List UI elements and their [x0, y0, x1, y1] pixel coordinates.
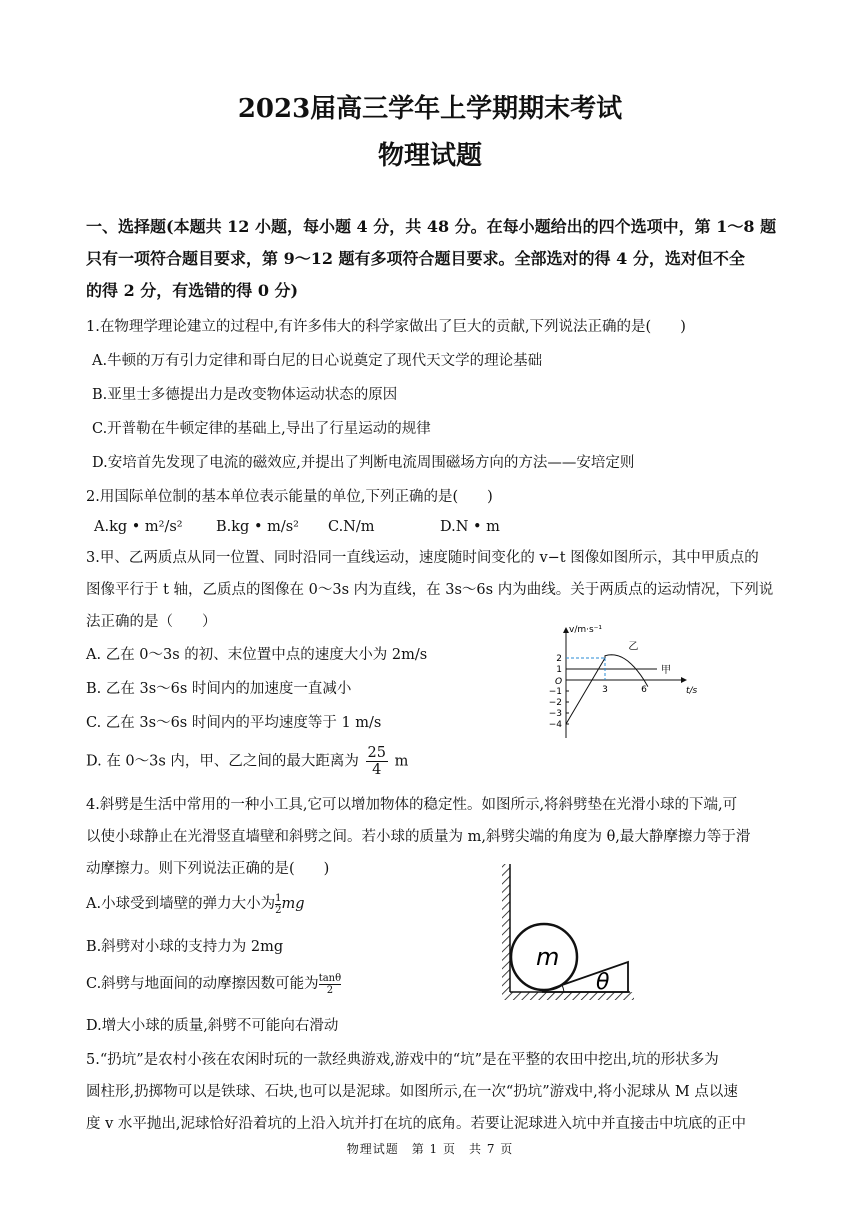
q5-line-1: 5.“扔坑”是农村小孩在农闲时玩的一款经典游戏,游戏中的“坑”是在平整的农田中挖出,坑的形状多为 — [86, 1052, 719, 1068]
origin-label: O — [555, 677, 563, 687]
q5-line-3: 度 v 水平抛出,泥球恰好沿着坑的上沿入坑并打在坑的底角。若要让泥球进入坑中并直接击中坑底的正中 — [86, 1116, 747, 1132]
q4-stem-2: 以使小球静止在光滑竖直墙壁和斜劈之间。若小球的质量为 m,斜劈尖端的角度为 θ,最大静摩擦力等于滑 — [86, 829, 751, 845]
wedge-angle-label: θ — [596, 970, 610, 995]
q4-stem-1: 4.斜劈是生活中常用的一种小工具,它可以增加物体的稳定性。如图所示,将斜劈垫在光滑小球的下端,可 — [86, 797, 738, 813]
q1-option-c: C.开普勒在牛顿定律的基础上,导出了行星运动的规律 — [92, 421, 431, 437]
ball-mass-label: m — [536, 943, 560, 971]
q2-option-c: C.N/m — [328, 519, 375, 535]
q2-option-d: D.N • m — [440, 519, 500, 535]
section-instructions-3: 的得 2 分，有选错的得 0 分) — [86, 281, 299, 300]
y-tick-label: 2 — [556, 654, 562, 664]
q3-option-d — [86, 745, 408, 778]
wall-hatching — [502, 864, 510, 992]
angle-arc — [562, 985, 564, 992]
q3-d-unit: m — [394, 753, 409, 770]
y-tick-label: −1 — [548, 687, 562, 697]
q3-option-a: A. 乙在 0～3s 的初、末位置中点的速度大小为 2m/s — [86, 647, 428, 663]
q4-c-text: C.斜劈与地面间的动摩擦因数可能为 — [86, 976, 319, 992]
q4-a-denominator: 2 — [275, 904, 282, 916]
y-tick-label: 1 — [556, 665, 562, 675]
q4-c-numerator: tanθ — [318, 972, 342, 984]
q1-option-b: B.亚里士多德提出力是改变物体运动状态的原因 — [92, 387, 398, 403]
q3-d-denominator: 4 — [372, 762, 382, 778]
y-tick-label: −3 — [548, 709, 562, 719]
x-tick-label: 3 — [602, 685, 608, 695]
q3-option-b: B. 乙在 3s～6s 时间内的加速度一直减小 — [86, 681, 352, 697]
y-axis-label: v/m·s⁻¹ — [569, 625, 603, 635]
y-tick-label: −2 — [548, 698, 562, 708]
q4-option-a — [86, 892, 305, 916]
q3-vt-graph — [538, 620, 698, 740]
q1-option-d: D.安培首先发现了电流的磁效应,并提出了判断电流周围磁场方向的方法——安培定则 — [92, 455, 635, 471]
q3-stem-3: 法正确的是（ ） — [86, 614, 217, 630]
q2-option-b: B.kg • m/s² — [216, 519, 299, 535]
q1-stem: 1.在物理学理论建立的过程中,有许多伟大的科学家做出了巨大的贡献,下列说法正确的是( ) — [86, 319, 686, 335]
q4-option-c — [86, 972, 341, 996]
y-tick-label: −4 — [548, 720, 562, 730]
q4-a-text: A.小球受到墙壁的弹力大小为 — [86, 896, 276, 912]
q3-d-numerator: 25 — [367, 745, 386, 761]
q3-stem-2: 图像平行于 t 轴，乙质点的图像在 0～3s 内为直线，在 3s～6s 内为曲线。关于两质点的运动情况，下列说 — [86, 582, 774, 598]
exam-title: 2023届高三学年上学期期末考试 — [237, 94, 623, 124]
q3-option-d-text: D. 在 0～3s 内，甲、乙之间的最大距离为 — [86, 753, 359, 770]
series-jia-label: 甲 — [661, 665, 671, 676]
page-footer: 物理试题 第 1 页 共 7 页 — [346, 1142, 514, 1156]
q2-stem: 2.用国际单位制的基本单位表示能量的单位,下列正确的是( ) — [86, 489, 493, 505]
q4-a-numerator: 1 — [275, 892, 282, 904]
q2-option-a: A.kg • m²/s² — [94, 519, 183, 535]
ground-hatching — [502, 992, 634, 1000]
x-tick-label: 6 — [641, 685, 647, 695]
q3-stem-1: 3.甲、乙两质点从同一位置、同时沿同一直线运动，速度随时间变化的 v−t 图像如图所示，其中甲质点的 — [86, 550, 759, 566]
q4-option-b: B.斜劈对小球的支持力为 2mg — [86, 939, 284, 955]
section-instructions-2: 只有一项符合题目要求，第 9～12 题有多项符合题目要求。全部选对的得 4 分，选对但不全 — [86, 249, 745, 268]
section-instructions-1: 一、选择题(本题共 12 小题，每小题 4 分，共 48 分。在每小题给出的四个选项中，第 1～8 题 — [86, 217, 777, 236]
q4-stem-3: 动摩擦力。则下列说法正确的是( ) — [86, 861, 330, 877]
q5-line-2: 圆柱形,扔掷物可以是铁球、石块,也可以是泥球。如图所示,在一次“扔坑”游戏中,将小泥球从 M 点以速 — [86, 1084, 738, 1100]
q4-option-d: D.增大小球的质量,斜劈不可能向右滑动 — [86, 1018, 339, 1034]
exam-subtitle: 物理试题 — [377, 141, 482, 171]
q4-wedge-diagram — [498, 862, 638, 1002]
q3-option-c: C. 乙在 3s～6s 时间内的平均速度等于 1 m/s — [86, 715, 382, 731]
q4-c-denominator: 2 — [326, 984, 334, 996]
q4-a-mg: mg — [281, 896, 305, 912]
q1-option-a: A.牛顿的万有引力定律和哥白尼的日心说奠定了现代天文学的理论基础 — [92, 353, 543, 369]
series-yi-label: 乙 — [628, 641, 639, 653]
x-axis-label: t/s — [686, 686, 698, 696]
